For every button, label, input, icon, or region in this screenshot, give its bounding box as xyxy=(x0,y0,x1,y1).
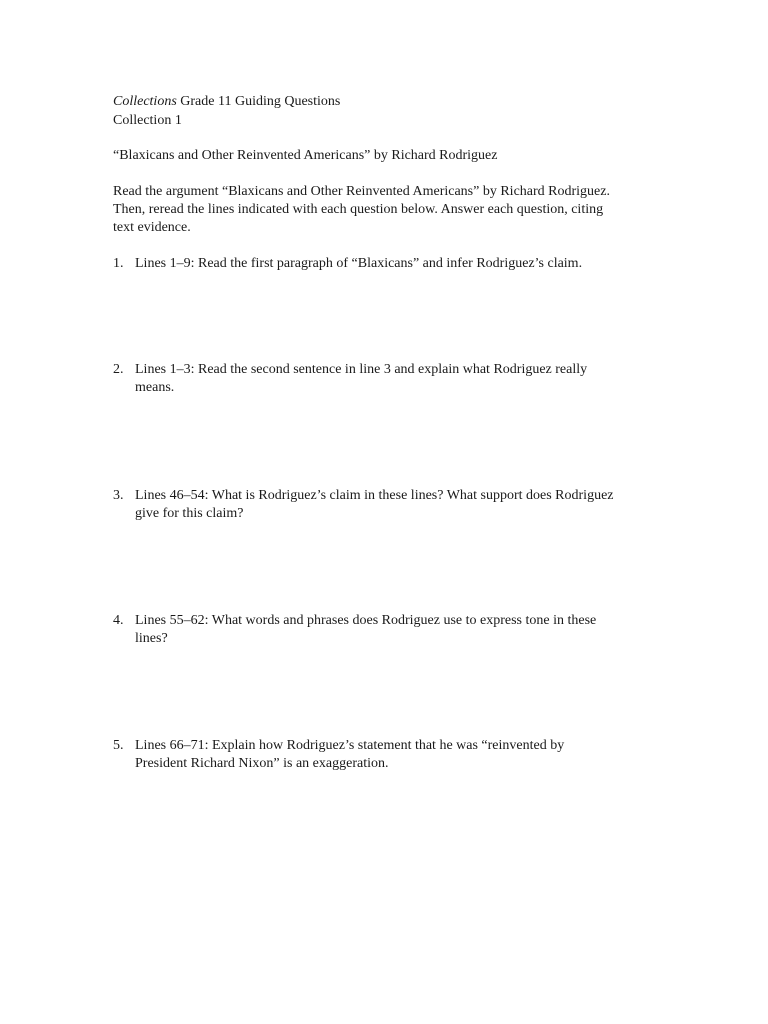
instructions-line: Then, reread the lines indicated with each question below. Answer each question, citing xyxy=(113,202,604,217)
question-number: 4. xyxy=(113,613,124,628)
instructions-line: text evidence. xyxy=(113,220,191,235)
question-text xyxy=(135,487,675,523)
question-line: President Richard Nixon” is an exaggeration. xyxy=(135,756,389,771)
question-number: 2. xyxy=(113,362,124,377)
document-title xyxy=(113,93,340,111)
question-text xyxy=(135,612,675,648)
collection-label: Collection 1 xyxy=(113,113,182,128)
title-rest-part: Grade 11 Guiding Questions xyxy=(176,94,341,109)
question-line: give for this claim? xyxy=(135,506,244,521)
question-text xyxy=(135,361,675,397)
question-line: Lines 46–54: What is Rodriguez’s claim in these lines? What support does Rodriguez xyxy=(135,488,614,503)
question-number: 1. xyxy=(113,256,124,271)
question-line: Lines 55–62: What words and phrases does Rodriguez use to express tone in these xyxy=(135,613,597,628)
instructions-paragraph xyxy=(113,183,673,237)
question-line: means. xyxy=(135,380,175,395)
question-number: 3. xyxy=(113,488,124,503)
instructions-line: Read the argument “Blaxicans and Other Reinvented Americans” by Richard Rodriguez. xyxy=(113,184,610,199)
question-line: Lines 66–71: Explain how Rodriguez’s statement that he was “reinvented by xyxy=(135,738,565,753)
question-number: 5. xyxy=(113,738,124,753)
question-text xyxy=(135,737,675,773)
question-text xyxy=(135,255,675,273)
question-line: lines? xyxy=(135,631,168,646)
question-line: Lines 1–9: Read the first paragraph of “Blaxicans” and infer Rodriguez’s claim. xyxy=(135,256,583,271)
question-line: Lines 1–3: Read the second sentence in line 3 and explain what Rodriguez really xyxy=(135,362,588,377)
title-italic-part: Collections xyxy=(113,94,177,109)
article-citation: “Blaxicans and Other Reinvented Americans” by Richard Rodriguez xyxy=(113,148,498,163)
